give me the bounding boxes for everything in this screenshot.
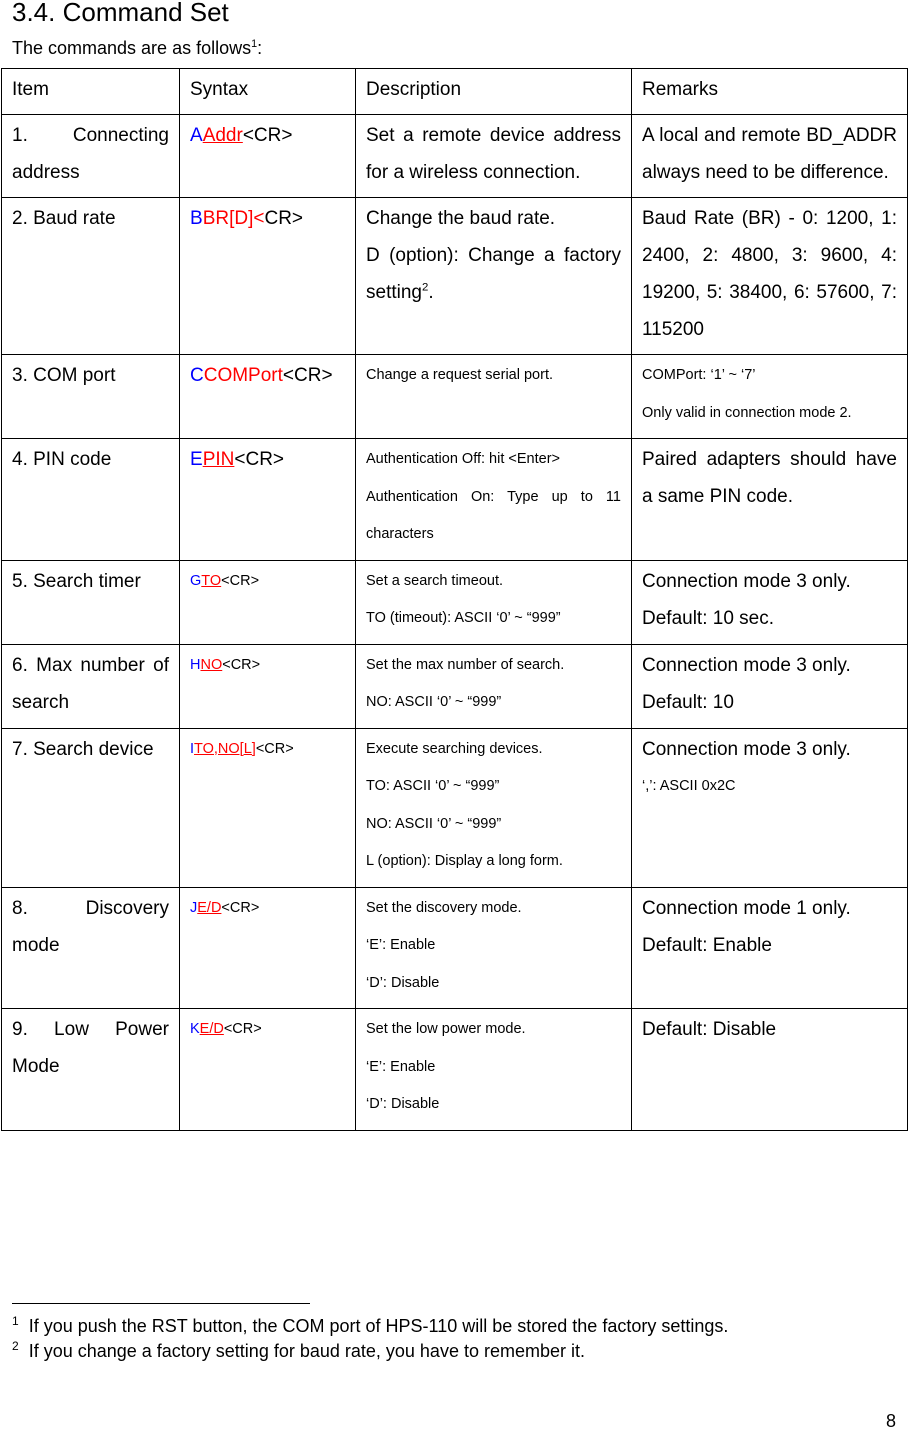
- table-row: [2, 728, 908, 887]
- remarks-cell: Paired adapters should have a same PIN code.: [632, 439, 908, 561]
- table-row: [2, 560, 908, 644]
- remarks-cell: Default: Disable: [632, 1009, 908, 1131]
- item-cell: 7. Search device: [2, 728, 180, 887]
- item-cell: 2. Baud rate: [2, 198, 180, 355]
- syntax-cell: EPIN<CR>: [180, 439, 356, 561]
- item-cell: 8. Discovery mode: [2, 887, 180, 1009]
- intro-text: The commands are as follows$^1$:: [12, 38, 263, 58]
- description-cell: Set a remote device address for a wireless connection.: [356, 115, 632, 198]
- description-cell: Set a search timeout. TO (timeout): ASCII ‘0’ ~ “999”: [356, 560, 632, 644]
- item-cell: 6. Max number of search: [2, 644, 180, 728]
- footnote-1: $^1$ If you push the RST button, the COM port of HPS-110 will be stored the factory settings.: [12, 1314, 729, 1336]
- description-cell: Change a request serial port.: [356, 355, 632, 439]
- header-syntax: Syntax: [180, 69, 356, 115]
- description-cell: Set the discovery mode. ‘E’: Enable ‘D’: Disable: [356, 887, 632, 1009]
- description-cell: Execute searching devices. TO: ASCII ‘0’ ~ “999” NO: ASCII ‘0’ ~ “999” L (option): Display a long form.: [356, 728, 632, 887]
- page-number: 8: [885, 1411, 896, 1431]
- table-row: [2, 198, 908, 355]
- syntax-cell: GTO<CR>: [180, 560, 356, 644]
- table-row: [2, 439, 908, 561]
- table-row: [2, 115, 908, 198]
- syntax-cell: JE/D<CR>: [180, 887, 356, 1009]
- description-cell: Change the baud rate. D (option): Change a factory setting$^2$.: [356, 198, 632, 355]
- description-cell: Set the low power mode. ‘E’: Enable ‘D’: Disable: [356, 1009, 632, 1131]
- item-cell: 4. PIN code: [2, 439, 180, 561]
- table-header-row: [2, 69, 908, 115]
- syntax-cell: ITO,NO[L]<CR>: [180, 728, 356, 887]
- footnote-2: $^2$ If you change a factory setting for baud rate, you have to remember it.: [12, 1339, 585, 1361]
- command-table: [1, 68, 908, 1131]
- header-item: Item: [2, 69, 180, 115]
- syntax-cell: BBR[D]<CR>: [180, 198, 356, 355]
- remarks-cell: Baud Rate (BR) - 0: 1200, 1: 2400, 2: 4800, 3: 9600, 4: 19200, 5: 38400, 6: 57600, 7: 115200: [632, 198, 908, 355]
- syntax-cell: AAddr<CR>: [180, 115, 356, 198]
- remarks-cell: A local and remote BD_ADDR always need to be difference.: [632, 115, 908, 198]
- description-cell: Set the max number of search. NO: ASCII ‘0’ ~ “999”: [356, 644, 632, 728]
- table-row: [2, 644, 908, 728]
- remarks-cell: Connection mode 1 only. Default: Enable: [632, 887, 908, 1009]
- remarks-cell: COMPort: ‘1’ ~ ‘7’ Only valid in connection mode 2.: [632, 355, 908, 439]
- item-cell: 9. Low Power Mode: [2, 1009, 180, 1131]
- syntax-cell: HNO<CR>: [180, 644, 356, 728]
- table-row: [2, 1009, 908, 1131]
- description-cell: Authentication Off: hit <Enter> Authentication On: Type up to 11 characters: [356, 439, 632, 561]
- item-cell: 5. Search timer: [2, 560, 180, 644]
- header-remarks: Remarks: [632, 69, 908, 115]
- item-cell: 3. COM port: [2, 355, 180, 439]
- remarks-cell: Connection mode 3 only. ‘,’: ASCII 0x2C: [632, 728, 908, 887]
- header-description: Description: [356, 69, 632, 115]
- table-row: [2, 887, 908, 1009]
- section-heading: 3.4. Command Set: [12, 0, 229, 27]
- remarks-cell: Connection mode 3 only. Default: 10: [632, 644, 908, 728]
- table-row: [2, 355, 908, 439]
- item-cell: 1. Connecting address: [2, 115, 180, 198]
- footnote-separator: [12, 1303, 310, 1304]
- syntax-cell: CCOMPort<CR>: [180, 355, 356, 439]
- remarks-cell: Connection mode 3 only. Default: 10 sec.: [632, 560, 908, 644]
- syntax-cell: KE/D<CR>: [180, 1009, 356, 1131]
